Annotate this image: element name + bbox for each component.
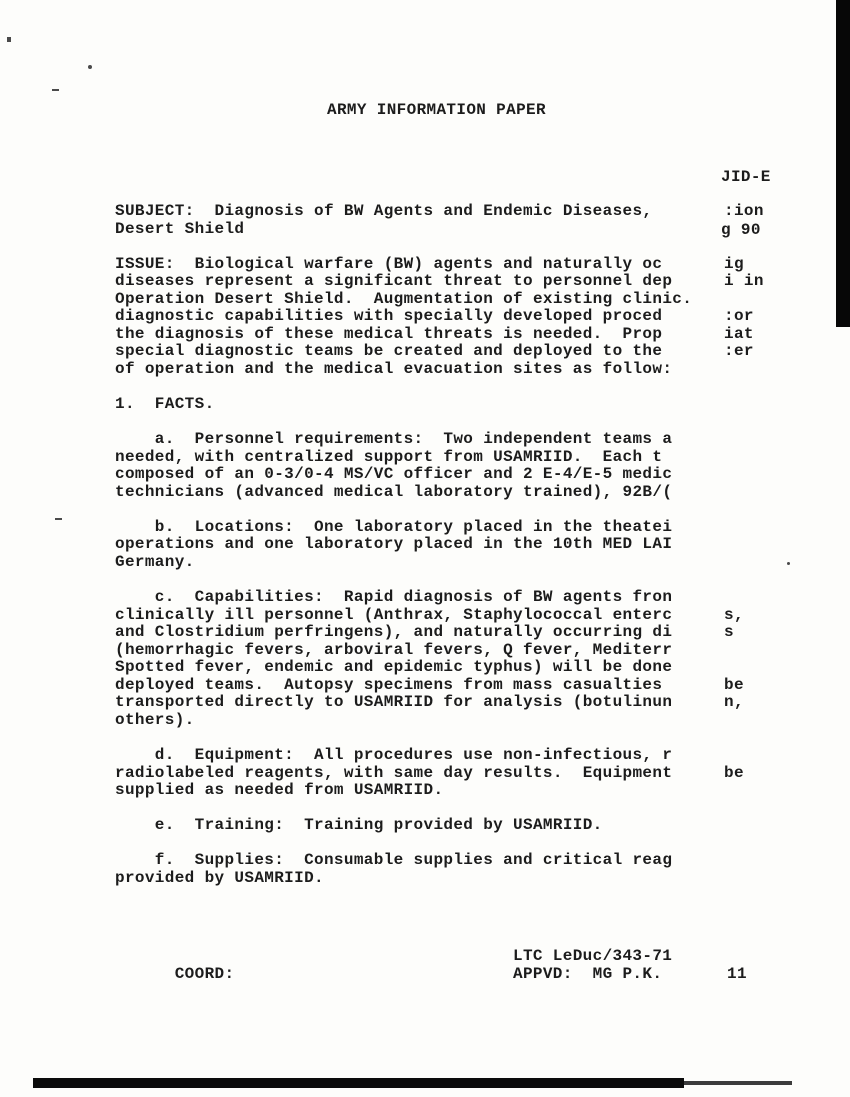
- text-line: [115, 729, 692, 747]
- text-line: [115, 414, 692, 432]
- text-line: [115, 202, 764, 221]
- text-line: [115, 763, 744, 783]
- line-text: composed of an 0-3/0-4 MS/VC officer and 2 E-4/E-5 medic: [115, 465, 673, 484]
- text-line: [115, 835, 692, 853]
- line-text: Spotted fever, endemic and epidemic typhus) will be done: [115, 658, 673, 677]
- line-text: provided by USAMRIID.: [115, 868, 324, 887]
- footer-approved: APPVD: MG P.K.: [513, 964, 663, 983]
- line-text: [115, 834, 125, 852]
- line-text: [115, 570, 125, 588]
- cut-fragment: :ion: [724, 202, 764, 220]
- text-line: [115, 238, 692, 256]
- text-line: [115, 852, 692, 870]
- cut-fragment: be: [724, 763, 744, 782]
- scan-artifact-right-bar: [836, 0, 850, 327]
- coord-label: COORD:: [174, 964, 235, 983]
- footer-cut-fragment: 11: [727, 964, 747, 983]
- text-line: [115, 747, 692, 765]
- line-text: transported directly to USAMRIID for analysis (botulinun: [115, 693, 673, 712]
- line-text: [115, 413, 125, 431]
- text-line: [115, 605, 744, 625]
- text-line: [115, 554, 692, 572]
- text-line: [115, 712, 692, 730]
- line-text: 1. FACTS.: [115, 395, 215, 414]
- text-line: [115, 272, 764, 291]
- line-text: special diagnostic teams be created and deployed to the: [115, 342, 663, 361]
- cut-text-line: JID-E: [721, 168, 771, 187]
- cut-fragment: be: [724, 675, 744, 694]
- text-line: [115, 642, 692, 660]
- line-text: a. Personnel requirements: Two independent teams a: [115, 430, 673, 449]
- text-line: [115, 870, 692, 888]
- scan-speck: [88, 65, 92, 69]
- line-text: SUBJECT: Diagnosis of BW Agents and Endemic Diseases,: [115, 202, 653, 220]
- text-line: [115, 693, 744, 712]
- cut-fragment: s,: [724, 605, 744, 624]
- line-text: f. Supplies: Consumable supplies and critical reag: [115, 851, 673, 870]
- line-text: diagnostic capabilities with specially developed proced: [115, 307, 663, 326]
- cut-fragment: :er: [724, 342, 754, 361]
- line-text: [115, 377, 125, 395]
- line-text: deployed teams. Autopsy specimens from mass casualties: [115, 675, 663, 694]
- line-text: technicians (advanced medical laboratory trained), 92B/(: [115, 482, 673, 501]
- line-text: radiolabeled reagents, with same day results. Equipment: [115, 763, 673, 782]
- text-line: [115, 675, 744, 695]
- line-text: [115, 799, 125, 817]
- text-line: [115, 782, 692, 800]
- footer-contact: LTC LeDuc/343-71: [513, 947, 673, 965]
- scan-artifact-bottom-bar: [33, 1078, 684, 1088]
- text-line: [115, 519, 692, 537]
- line-text: Desert Shield: [115, 219, 245, 238]
- text-line: [115, 800, 692, 818]
- text-line: [115, 324, 754, 344]
- cut-fragment: ig: [724, 254, 744, 273]
- text-line: [115, 449, 692, 467]
- text-line: [115, 536, 692, 554]
- scan-speck: [52, 89, 59, 91]
- footer-row: [115, 964, 747, 984]
- cut-fragment: i in: [724, 272, 764, 291]
- text-line: [115, 254, 744, 274]
- line-text: [115, 237, 125, 255]
- line-text: ISSUE: Biological warfare (BW) agents and naturally oc: [115, 254, 663, 273]
- cut-fragment: iat: [724, 324, 754, 343]
- text-line: [115, 291, 692, 309]
- line-text: b. Locations: One laboratory placed in the theatei: [115, 517, 673, 536]
- cut-fragment: s: [724, 623, 734, 642]
- line-text: diseases represent a significant threat to personnel dep: [115, 272, 673, 291]
- text-line: [115, 571, 692, 589]
- text-line: [115, 342, 754, 361]
- text-line: [115, 817, 692, 835]
- line-text: Operation Desert Shield. Augmentation of existing clinic.: [115, 289, 693, 308]
- scan-speck: [7, 37, 11, 42]
- scan-speck: [787, 562, 790, 565]
- text-line: [115, 378, 692, 396]
- line-text: c. Capabilities: Rapid diagnosis of BW agents fron: [115, 588, 673, 607]
- scan-speck: [55, 518, 62, 520]
- line-text: d. Equipment: All procedures use non-infectious, r: [115, 745, 673, 764]
- cut-text-line: g 90: [721, 220, 761, 239]
- line-text: of operation and the medical evacuation sites as follow:: [115, 359, 673, 378]
- line-text: and Clostridium perfringens), and naturally occurring di: [115, 623, 673, 642]
- footer-block: [115, 947, 747, 983]
- line-text: [115, 500, 125, 518]
- text-line: [115, 623, 734, 642]
- line-text: e. Training: Training provided by USAMRIID.: [115, 816, 603, 835]
- line-text: operations and one laboratory placed in the 10th MED LAI: [115, 535, 673, 554]
- text-line: [115, 589, 692, 607]
- line-text: (hemorrhagic fevers, arboviral fevers, Q fever, Mediterr: [115, 640, 673, 659]
- text-line: [115, 307, 754, 326]
- text-line: [115, 466, 692, 484]
- text-line: [115, 221, 692, 239]
- line-text: the diagnosis of these medical threats is needed. Prop: [115, 324, 663, 343]
- text-line: [115, 659, 692, 677]
- line-text: others).: [115, 710, 195, 729]
- cut-fragment: :or: [724, 307, 754, 326]
- text-line: [115, 361, 692, 379]
- line-text: supplied as needed from USAMRIID.: [115, 781, 444, 800]
- scan-artifact-bottom-bar-tail: [684, 1081, 792, 1085]
- line-text: Germany.: [115, 552, 195, 571]
- text-line: [115, 396, 692, 414]
- text-line: [115, 501, 692, 519]
- text-line: [115, 484, 692, 502]
- cut-fragment: n,: [724, 693, 744, 712]
- line-text: clinically ill personnel (Anthrax, Staphylococcal enterc: [115, 605, 673, 624]
- line-text: needed, with centralized support from USAMRIID. Each t: [115, 447, 663, 466]
- document-title: ARMY INFORMATION PAPER: [327, 101, 546, 119]
- line-text: [115, 728, 125, 746]
- text-line: [115, 431, 692, 449]
